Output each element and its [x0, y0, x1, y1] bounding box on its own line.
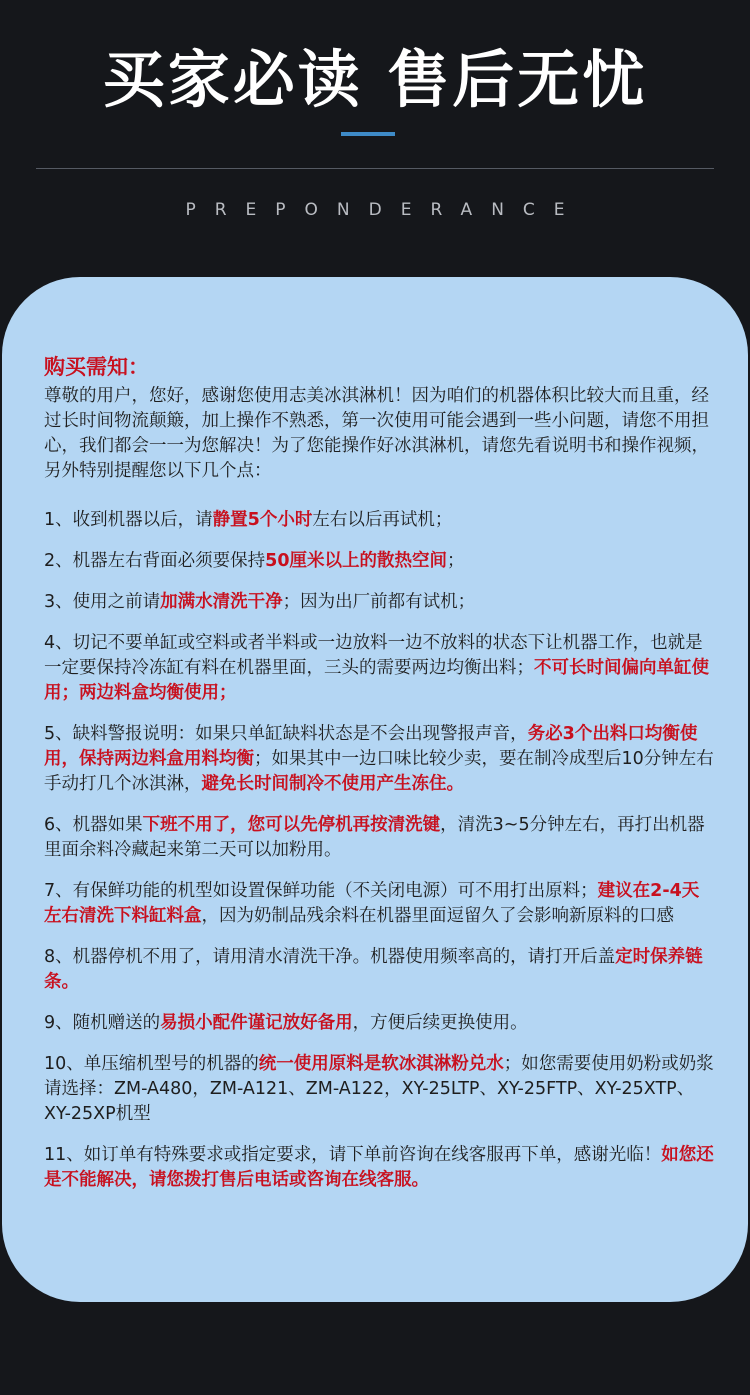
- title-accent-bar: [341, 132, 395, 136]
- item-text: ；因为出厂前都有试机；: [282, 592, 476, 612]
- item-highlight: 避免长时间制冷不使用产生冻住。: [201, 774, 464, 794]
- notice-item-11: [44, 1143, 714, 1193]
- item-text: 5、缺料警报说明：如果只单缸缺料状态是不会出现警报声音，: [44, 724, 528, 744]
- notice-item-3: [44, 590, 714, 615]
- item-highlight: 统一使用原料是软冰淇淋粉兑水: [258, 1054, 504, 1074]
- item-text: 左右以后再试机；: [312, 510, 453, 530]
- notice-intro: 尊敬的用户，您好，感谢您使用志美冰淇淋机！因为咱们的机器体积比较大而且重，经过长时间物流颠簸，加上操作不熟悉，第一次使用可能会遇到一些小问题，请您不用担心，我们都会一一为您解决！为了您能操作好冰淇淋机，请您先看说明书和操作视频，另外特别提醒您以下几个点：: [44, 386, 709, 481]
- item-text: 1、收到机器以后，请: [44, 510, 213, 530]
- item-highlight: 如您还是不能解决，请您拨打售后电话或咨询在线客服。: [44, 1145, 714, 1190]
- item-text: ；: [447, 551, 465, 571]
- page-title: 买家必读 售后无忧: [102, 43, 648, 116]
- notice-item-9: [44, 1011, 714, 1036]
- header-divider: [36, 168, 714, 169]
- item-text: ，清洗3~5分钟左右，再打出机器里面余料冷藏起来第二天可以加粉用。: [44, 815, 705, 860]
- item-text: ，因为奶制品残余料在机器里面逗留久了会影响新原料的口感: [201, 906, 674, 926]
- item-text: 10、单压缩机型号的机器的: [44, 1054, 259, 1074]
- notice-item-7: [44, 879, 714, 929]
- item-text: 8、机器停机不用了，请用清水清洗干净。机器使用频率高的，请打开后盖: [44, 947, 616, 967]
- item-highlight: 易损小配件谨记放好备用: [160, 1013, 353, 1033]
- item-text: 7、有保鲜功能的机型如设置保鲜功能（不关闭电源）可不用打出原料；: [44, 881, 598, 901]
- item-text: ；如您需要使用奶粉或奶浆请选择：ZM-A480，ZM-A121、ZM-A122，XY-25LTP、XY-25FTP、XY-25XTP、XY-25XP机型: [44, 1054, 714, 1124]
- notice-item-1: [44, 508, 714, 533]
- item-highlight: 加满水清洗干净: [160, 592, 283, 612]
- item-text: 2、机器左右背面必须要保持: [44, 551, 266, 571]
- item-highlight: 建议在2-4天左右清洗下料缸料盒: [44, 881, 700, 926]
- item-text: 9、随机赠送的: [44, 1013, 161, 1033]
- item-text: 4、切记不要单缸或空料或者半料或一边放料一边不放料的状态下让机器工作，也就是一定要保持冷冻缸有料在机器里面，三头的需要两边均衡出料；: [44, 633, 703, 678]
- item-text: ，方便后续更换使用。: [352, 1013, 528, 1033]
- item-text: ；如果其中一边口味比较少卖，要在制冷成型后10分钟左右手动打几个冰淇淋，: [44, 749, 714, 794]
- item-highlight: 静置5个小时: [212, 510, 313, 530]
- item-highlight: 50厘米以上的散热空间: [265, 551, 447, 571]
- notice-item-2: [44, 549, 714, 574]
- notice-card: [2, 277, 748, 1302]
- item-highlight: 下班不用了，您可以先停机再按清洗键: [142, 815, 441, 835]
- item-highlight: 务必3个出料口均衡使用，保持两边料盒用料均衡: [44, 724, 698, 769]
- notice-item-4: [44, 631, 714, 706]
- item-text: 6、机器如果: [44, 815, 143, 835]
- notice-item-10: [44, 1052, 714, 1127]
- notice-list: [44, 508, 714, 1193]
- notice-item-6: [44, 813, 714, 863]
- notice-item-8: [44, 945, 714, 995]
- notice-heading: 购买需知：: [44, 355, 149, 379]
- item-highlight: 不可长时间偏向单缸使用；两边料盒均衡使用；: [44, 658, 709, 703]
- item-text: 11、如订单有特殊要求或指定要求，请下单前咨询在线客服再下单，感谢光临！: [44, 1145, 662, 1165]
- item-highlight: 定时保养链条。: [44, 947, 703, 992]
- notice-content: [44, 352, 714, 1193]
- item-text: 3、使用之前请: [44, 592, 161, 612]
- notice-item-5: [44, 722, 714, 797]
- header-subtitle: PREPONDERANCE: [185, 200, 584, 220]
